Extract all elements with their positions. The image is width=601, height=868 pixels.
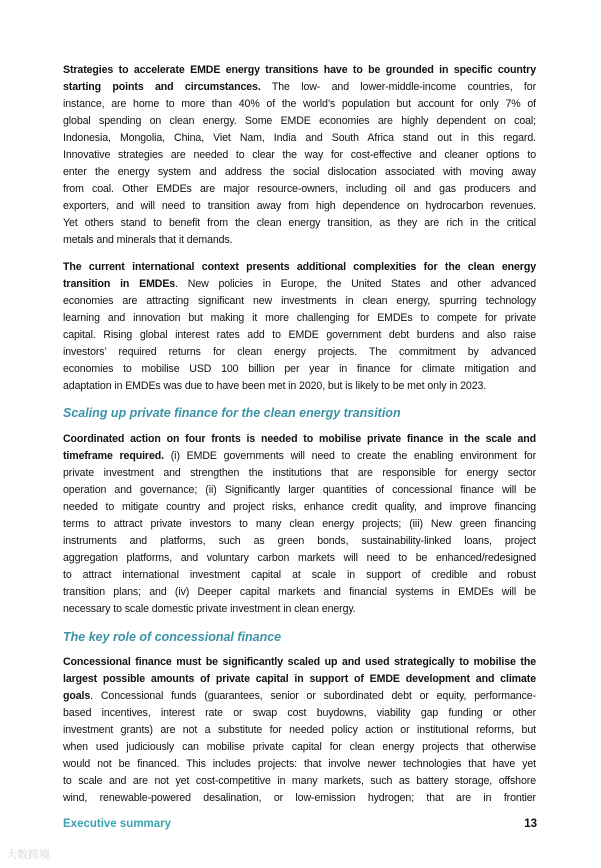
- text-line: [63, 130, 536, 147]
- text-line: [63, 181, 536, 198]
- text-line: [63, 567, 536, 584]
- body-text: global spending on clean energy. Some EMDE economies are highly dependent on coal;: [63, 115, 536, 127]
- text-line: [63, 584, 536, 601]
- body-text: from coal. Other EMDEs are major resource-owners, including oil and gas producers and: [63, 183, 536, 195]
- body-text: The low- and lower-middle-income countries, for: [260, 81, 536, 93]
- body-text: investment grants) are not a substitute for needed policy action or institutional reforms, but: [63, 724, 536, 736]
- text-line: [63, 113, 536, 130]
- text-line: [63, 96, 536, 113]
- body-text: to attract international investment capital at scale in support of credible and robust: [63, 569, 536, 581]
- paragraph-coordinated-action: [63, 431, 536, 618]
- bold-lead-text: Concessional finance must be significantly scaled up and used strategically to mobilise the: [63, 656, 536, 668]
- body-text: transition plans; and (iv) Deeper capital markets and financial systems in EMDEs will be: [63, 586, 536, 598]
- text-line: [63, 722, 536, 739]
- section-heading-private-finance: Scaling up private finance for the clean energy transition: [63, 406, 401, 420]
- body-text: economies are attracting significant new investments in clean energy, spurring technology: [63, 295, 536, 307]
- text-line: [63, 533, 536, 550]
- watermark-logo: 大数跨境: [6, 849, 50, 861]
- body-text: instance, are home to more than 40% of the world’s population but account for only 7% of: [63, 98, 536, 110]
- body-text: economies to mobilise USD 100 billion per year in finance for climate mitigation and: [63, 363, 536, 375]
- body-text: would not be financed. This includes projects: that involve newer technologies that have yet: [63, 758, 536, 770]
- body-text: learning and innovation but making it more challenging for EMDEs to compete for private: [63, 312, 536, 324]
- body-text: terms to attract private investors to many clean energy projects; (iii) New green financing: [63, 518, 536, 530]
- text-line: [63, 756, 536, 773]
- body-text: aggregation platforms, and voluntary carbon markets will need to be enhanced/redesigned: [63, 552, 536, 564]
- body-text: operation and governance; (ii) Significantly larger quantities of concessional finance will be: [63, 484, 536, 496]
- text-line: [63, 378, 536, 395]
- text-line: [63, 276, 536, 293]
- text-line: [63, 773, 536, 790]
- text-line: [63, 327, 536, 344]
- text-line: [63, 232, 536, 249]
- text-line: [63, 790, 536, 807]
- bold-lead-text: transition in EMDEs: [63, 278, 176, 290]
- text-line: [63, 198, 536, 215]
- paragraph-emde-strategies: [63, 62, 536, 249]
- text-line: [63, 79, 536, 96]
- text-line: [63, 601, 536, 618]
- text-line: [63, 147, 536, 164]
- body-text: . Concessional funds (guarantees, senior or subordinated debt or equity, performance-: [90, 690, 536, 702]
- body-text: necessary to scale domestic private investment in clean energy.: [63, 603, 356, 615]
- footer-section-title: Executive summary: [63, 818, 172, 830]
- text-line: [63, 448, 536, 465]
- paragraph-international-context: [63, 259, 536, 395]
- body-text: exporters, and will need to transition away from high dependence on hydrocarbon revenues.: [63, 200, 536, 212]
- body-text: wind, renewable-powered desalination, or low-emission hydrogen; that are in frontier: [63, 792, 536, 804]
- section-heading-concessional-finance: The key role of concessional finance: [63, 630, 282, 644]
- bold-lead-text: starting points and circumstances.: [63, 81, 261, 93]
- text-line: [63, 739, 536, 756]
- text-line: [63, 654, 536, 671]
- text-line: [63, 482, 536, 499]
- body-text: (i) EMDE governments will need to create the enabling environment for: [163, 450, 537, 462]
- text-line: [63, 215, 536, 232]
- text-line: [63, 516, 536, 533]
- body-text: private investment and strengthen the institutions that are responsible for energy sector: [63, 467, 536, 479]
- bold-lead-text: Coordinated action on four fronts is needed to mobilise private finance in the scale and: [63, 433, 536, 445]
- body-text: Yet others stand to benefit from the clean energy transition, as they are rich in the critical: [63, 217, 536, 229]
- body-text: instruments and platforms, such as green bonds, sustainability-linked loans, project: [63, 535, 536, 547]
- text-line: [63, 431, 536, 448]
- text-line: [63, 293, 536, 310]
- body-text: adaptation in EMDEs was due to have been met in 2020, but is likely to be met only in 2023.: [63, 380, 487, 392]
- text-line: [63, 344, 536, 361]
- bold-lead-text: Strategies to accelerate EMDE energy transitions have to be grounded in specific country: [63, 64, 536, 76]
- text-line: [63, 310, 536, 327]
- text-line: [63, 259, 536, 276]
- body-text: enter the energy system and address the social dislocation associated with moving away: [63, 166, 536, 178]
- body-text: . New policies in Europe, the United States and other advanced: [175, 278, 536, 290]
- bold-lead-text: largest possible amounts of private capital in support of EMDE development and climate: [63, 673, 536, 685]
- body-text: needed to mitigate country and project risks, enhance credit quality, and improve financing: [63, 501, 536, 513]
- text-line: [63, 705, 536, 722]
- paragraph-concessional-finance: [63, 654, 536, 807]
- body-text: Indonesia, Mongolia, China, Viet Nam, India and South Africa stand out in this regard.: [63, 132, 536, 144]
- page-number: 13: [524, 818, 537, 830]
- body-text: metals and minerals that it demands.: [63, 234, 233, 246]
- body-text: based incentives, interest rate or swap cost buydowns, viability gap funding or other: [63, 707, 536, 719]
- text-line: [63, 361, 536, 378]
- text-line: [63, 499, 536, 516]
- body-text: investors’ required returns for clean energy projects. The commitment by advanced: [63, 346, 536, 358]
- body-text: capital. Rising global interest rates add to EMDE government debt burdens and also raise: [63, 329, 536, 341]
- text-line: [63, 550, 536, 567]
- bold-lead-text: goals: [63, 690, 91, 702]
- body-text: Innovative strategies are needed to clear the way for cost-effective and cleaner options to: [63, 149, 536, 161]
- text-line: [63, 688, 536, 705]
- text-line: [63, 62, 536, 79]
- bold-lead-text: The current international context presents additional complexities for the clean energy: [63, 261, 536, 273]
- body-text: to scale and are not yet cost-competitive in many markets, such as battery storage, offshore: [63, 775, 536, 787]
- bold-lead-text: timeframe required.: [63, 450, 164, 462]
- text-line: [63, 671, 536, 688]
- body-text: when used judiciously can mobilise private capital for clean energy projects that otherwise: [63, 741, 536, 753]
- text-line: [63, 164, 536, 181]
- text-line: [63, 465, 536, 482]
